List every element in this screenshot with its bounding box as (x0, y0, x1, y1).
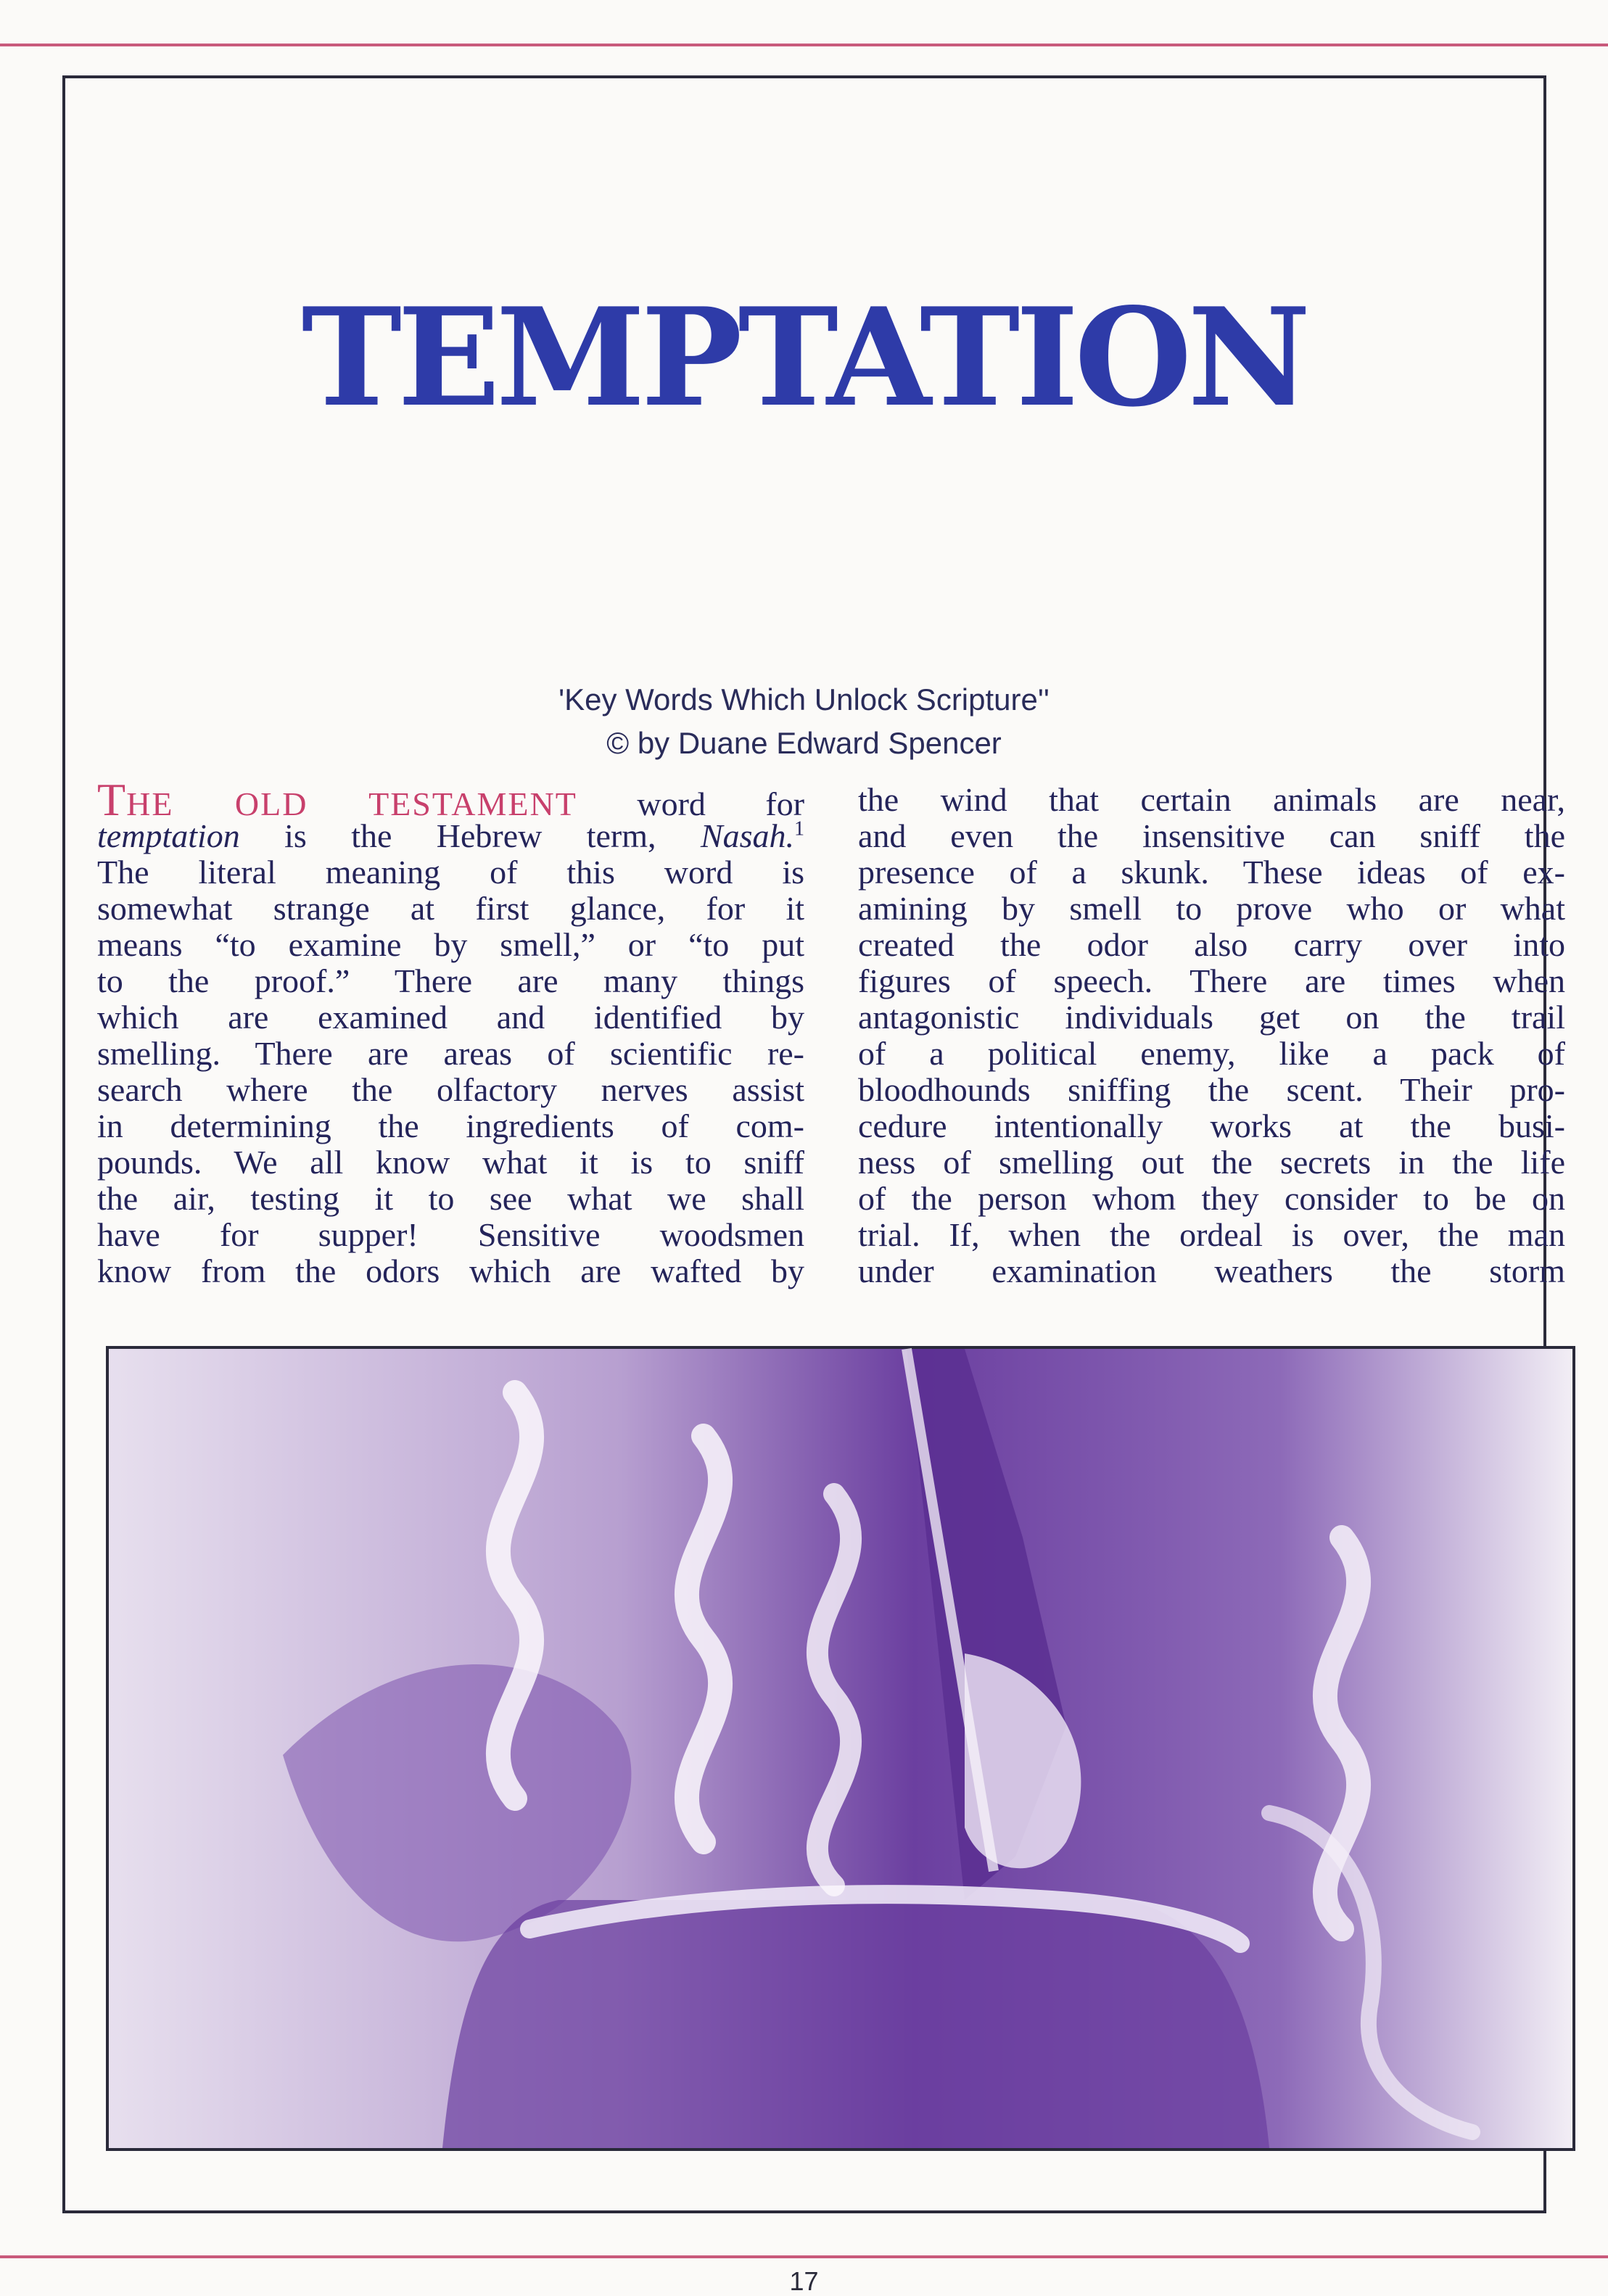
left-line: have for supper! Sensitive woodsmen (97, 1216, 804, 1253)
lead-line (97, 774, 805, 825)
right-line: the wind that certain animals are near, (858, 781, 1565, 818)
right-line: cedure intentionally works at the busi- (858, 1107, 1565, 1144)
right-line: bloodhounds sniffing the scent. Their pro- (858, 1071, 1565, 1108)
right-line: and even the insensitive can sniff the (858, 817, 1565, 854)
left-line: in determining the ingredients of com- (97, 1107, 804, 1144)
right-line: created the odor also carry over into (858, 926, 1565, 963)
footnote-marker: 1 (794, 817, 804, 841)
page-number: 17 (789, 2266, 819, 2296)
drop-cap: T (97, 774, 127, 825)
second-line (97, 818, 804, 854)
left-line: know from the odors which are wafted by (97, 1252, 804, 1289)
left-line: The literal meaning of this word is (97, 854, 804, 891)
left-line: pounds. We all know what it is to sniff (97, 1144, 804, 1181)
left-line: to the proof.” There are many things (97, 962, 804, 999)
article-title: TEMPTATION (301, 278, 1307, 437)
lip-shadow (442, 1900, 1269, 2148)
left-body-lines (97, 854, 804, 1289)
illustration-drawing (109, 1349, 1572, 2148)
left-line: which are examined and identified by (97, 999, 804, 1036)
right-line: figures of speech. There are times when (858, 962, 1565, 999)
author-byline: © by Duane Edward Spencer (606, 726, 1002, 760)
right-line: under examination weathers the storm (858, 1252, 1565, 1289)
right-line: of a political enemy, like a pack of (858, 1035, 1565, 1072)
right-line: of the person whom they consider to be on (858, 1180, 1565, 1217)
right-line: trial. If, when the ordeal is over, the man (858, 1216, 1565, 1253)
nose-illustration (106, 1346, 1575, 2151)
left-line: means “to examine by smell,” or “to put (97, 926, 804, 963)
lead-rest: word for (637, 785, 805, 822)
left-column (97, 774, 805, 1289)
term-temptation: temptation (97, 817, 240, 854)
term-nasah: Nasah. (700, 817, 794, 854)
right-line: amining by smell to prove who or what (858, 890, 1565, 927)
left-line: somewhat strange at first glance, for it (97, 890, 804, 927)
bottom-rule (0, 2255, 1608, 2258)
top-rule (0, 44, 1608, 46)
series-subtitle: 'Key Words Which Unlock Scripture'' (558, 682, 1050, 717)
right-line: presence of a skunk. These ideas of ex- (858, 854, 1565, 891)
right-line: ness of smelling out the secrets in the life (858, 1144, 1565, 1181)
lead-smallcaps: HE OLD TESTAMENT (126, 785, 577, 822)
right-line: antagonistic individuals get on the trail (858, 999, 1565, 1036)
left-line: search where the olfactory nerves assist (97, 1071, 804, 1108)
right-column (858, 781, 1565, 1289)
left-line: the air, testing it to see what we shall (97, 1180, 804, 1217)
left-line: smelling. There are areas of scientific re- (97, 1035, 804, 1072)
right-body-lines (858, 781, 1565, 1289)
second-line-mid: is the Hebrew term, (284, 817, 656, 854)
